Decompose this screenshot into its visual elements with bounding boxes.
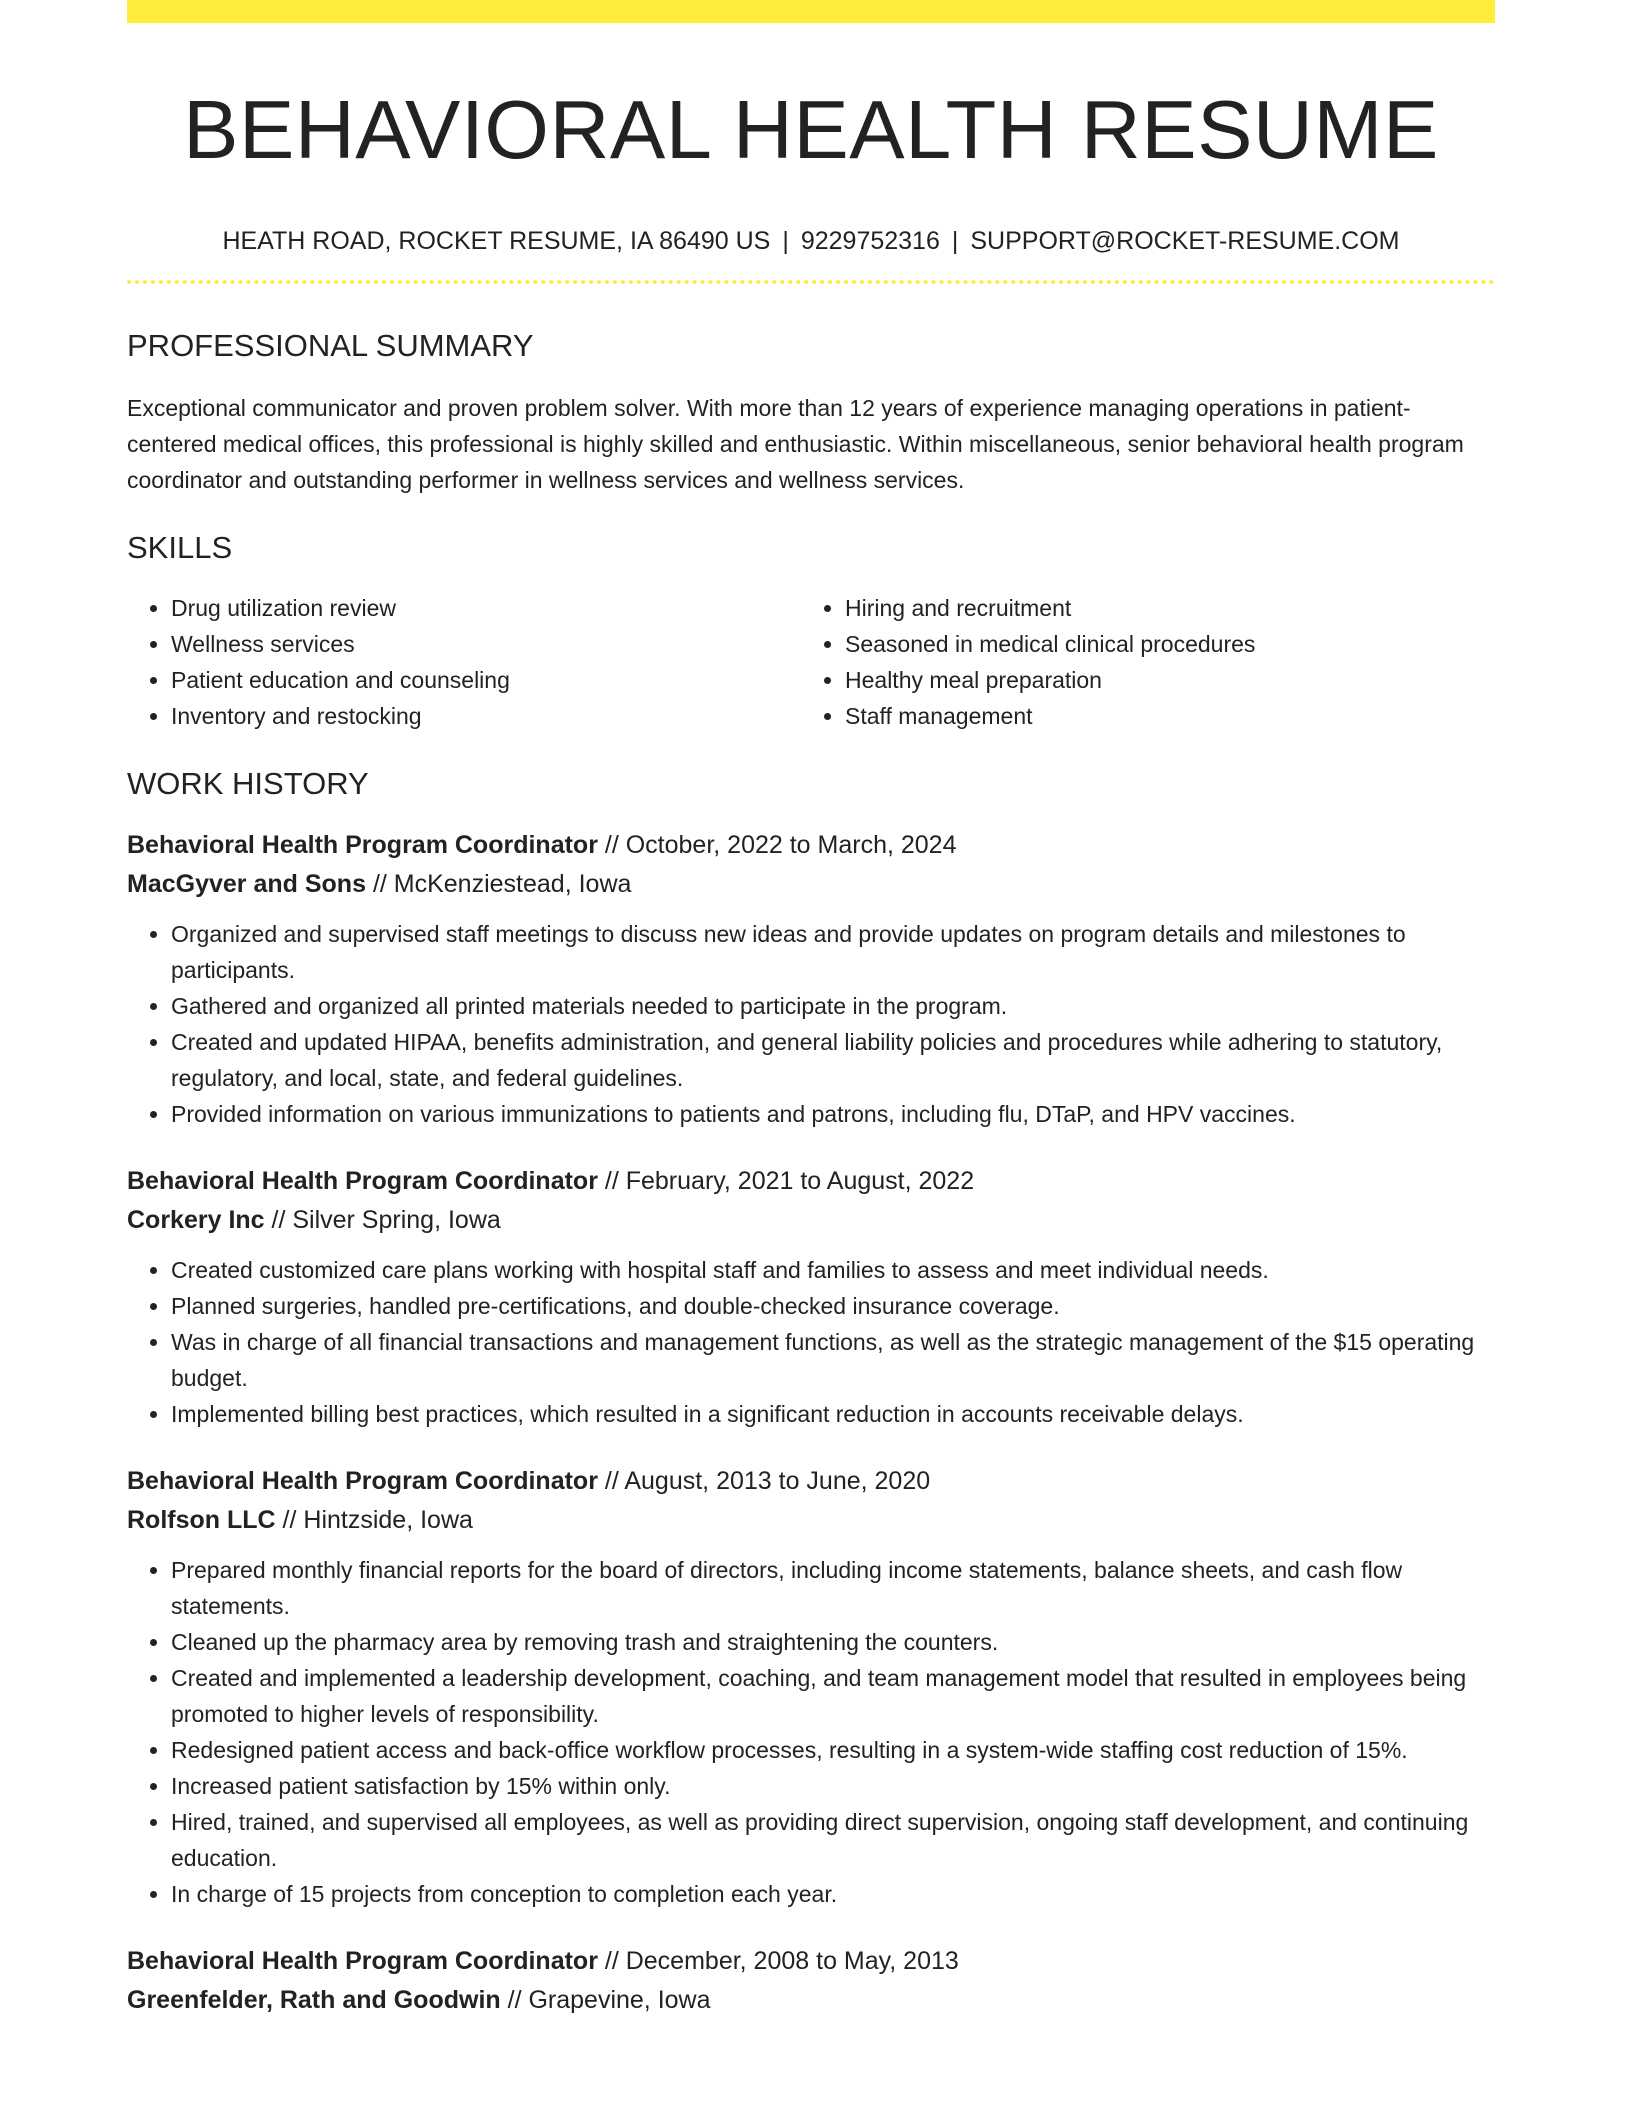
job-company-line xyxy=(127,865,1495,904)
job-company-line xyxy=(127,1201,1495,1240)
job-title-line xyxy=(127,1462,1495,1501)
job-company: Greenfelder, Rath and Goodwin xyxy=(127,1986,501,2014)
job-bullet-list xyxy=(127,1252,1495,1432)
skill-item: • Hiring and recruitment xyxy=(845,590,1475,626)
dotted-divider xyxy=(127,280,1495,284)
job-company: MacGyver and Sons xyxy=(127,870,366,898)
contact-separator: | xyxy=(951,227,959,255)
job-company-line xyxy=(127,1981,1495,2020)
job-title-line xyxy=(127,1942,1495,1981)
contact-email: SUPPORT@ROCKET-RESUME.COM xyxy=(970,227,1400,255)
job-bullet: • Increased patient satisfaction by 15% within only. xyxy=(171,1768,1495,1804)
job-bullet: • Hired, trained, and supervised all employees, as well as providing direct supervision, ongoing staff development, and continuing education. xyxy=(171,1804,1495,1876)
job-bullet: • Created and updated HIPAA, benefits administration, and general liability policies and procedures while adhering to statutory, regulatory, and local, state, and federal guidelines. xyxy=(171,1024,1495,1096)
job-location: // Grapevine, Iowa xyxy=(507,1986,711,2014)
summary-text: Exceptional communicator and proven problem solver. With more than 12 years of experience managing operations in patient-centered medical offices, this professional is highly skilled and enthusiastic. Within miscellaneous, senior behavioral health program coordinator and outstanding performer in wellness services and wellness services. xyxy=(127,395,1464,493)
job-entry xyxy=(127,1462,1495,1912)
skill-item: • Seasoned in medical clinical procedures xyxy=(845,626,1475,662)
job-bullet: • Planned surgeries, handled pre-certifications, and double-checked insurance coverage. xyxy=(171,1288,1495,1324)
job-company: Rolfson LLC xyxy=(127,1506,276,1534)
work-history-heading: WORK HISTORY xyxy=(127,766,369,801)
skill-item: • Patient education and counseling xyxy=(171,662,801,698)
skill-item: • Inventory and restocking xyxy=(171,698,801,734)
contact-line xyxy=(127,224,1495,258)
skills-columns xyxy=(127,590,1495,734)
job-dates: // February, 2021 to August, 2022 xyxy=(604,1167,975,1195)
job-bullet: • Cleaned up the pharmacy area by removing trash and straightening the counters. xyxy=(171,1624,1495,1660)
job-bullet: • Created and implemented a leadership development, coaching, and team management model that resulted in employees being promoted to higher levels of responsibility. xyxy=(171,1660,1495,1732)
job-title: Behavioral Health Program Coordinator xyxy=(127,1467,598,1495)
work-history-list xyxy=(127,826,1495,2020)
job-bullet: • Provided information on various immunizations to patients and patrons, including flu, DTaP, and HPV vaccines. xyxy=(171,1096,1495,1132)
job-entry xyxy=(127,1162,1495,1432)
job-bullet: • Implemented billing best practices, which resulted in a significant reduction in accounts receivable delays. xyxy=(171,1396,1495,1432)
skill-item: • Wellness services xyxy=(171,626,801,662)
job-title-line xyxy=(127,1162,1495,1201)
job-bullet-list xyxy=(127,916,1495,1132)
job-bullet: • Created customized care plans working with hospital staff and families to assess and meet individual needs. xyxy=(171,1252,1495,1288)
skill-item: • Healthy meal preparation xyxy=(845,662,1475,698)
resume-title: BEHAVIORAL HEALTH RESUME xyxy=(183,83,1439,176)
job-title: Behavioral Health Program Coordinator xyxy=(127,1947,598,1975)
job-location: // Silver Spring, Iowa xyxy=(271,1206,501,1234)
skills-list-right xyxy=(801,590,1475,734)
job-bullet-list xyxy=(127,1552,1495,1912)
skills-list-left xyxy=(127,590,801,734)
job-location: // Hintzside, Iowa xyxy=(282,1506,473,1534)
job-title: Behavioral Health Program Coordinator xyxy=(127,1167,598,1195)
summary-heading: PROFESSIONAL SUMMARY xyxy=(127,328,534,363)
job-title-line xyxy=(127,826,1495,865)
contact-phone: 9229752316 xyxy=(800,227,940,255)
job-title: Behavioral Health Program Coordinator xyxy=(127,831,598,859)
job-bullet: • Was in charge of all financial transactions and management functions, as well as the strategic management of the $15 operating budget. xyxy=(171,1324,1495,1396)
resume-content xyxy=(127,78,1495,2020)
job-bullet: • Organized and supervised staff meetings to discuss new ideas and provide updates on program details and milestones to participants. xyxy=(171,916,1495,988)
job-location: // McKenziestead, Iowa xyxy=(372,870,632,898)
top-accent-bar xyxy=(127,0,1495,23)
job-company: Corkery Inc xyxy=(127,1206,265,1234)
job-company-line xyxy=(127,1501,1495,1540)
job-dates: // December, 2008 to May, 2013 xyxy=(604,1947,959,1975)
job-entry xyxy=(127,826,1495,1132)
job-bullet: • In charge of 15 projects from conception to completion each year. xyxy=(171,1876,1495,1912)
contact-separator: | xyxy=(782,227,789,255)
skills-heading: SKILLS xyxy=(127,530,233,565)
contact-address: HEATH ROAD, ROCKET RESUME, IA 86490 US xyxy=(222,227,771,255)
job-bullet: • Redesigned patient access and back-office workflow processes, resulting in a system-wide staffing cost reduction of 15%. xyxy=(171,1732,1495,1768)
skill-item: • Staff management xyxy=(845,698,1475,734)
skill-item: • Drug utilization review xyxy=(171,590,801,626)
job-bullet: • Prepared monthly financial reports for the board of directors, including income statements, balance sheets, and cash flow statements. xyxy=(171,1552,1495,1624)
job-dates: // August, 2013 to June, 2020 xyxy=(604,1467,931,1495)
job-entry xyxy=(127,1942,1495,2020)
job-dates: // October, 2022 to March, 2024 xyxy=(604,831,957,859)
job-bullet: • Gathered and organized all printed materials needed to participate in the program. xyxy=(171,988,1495,1024)
